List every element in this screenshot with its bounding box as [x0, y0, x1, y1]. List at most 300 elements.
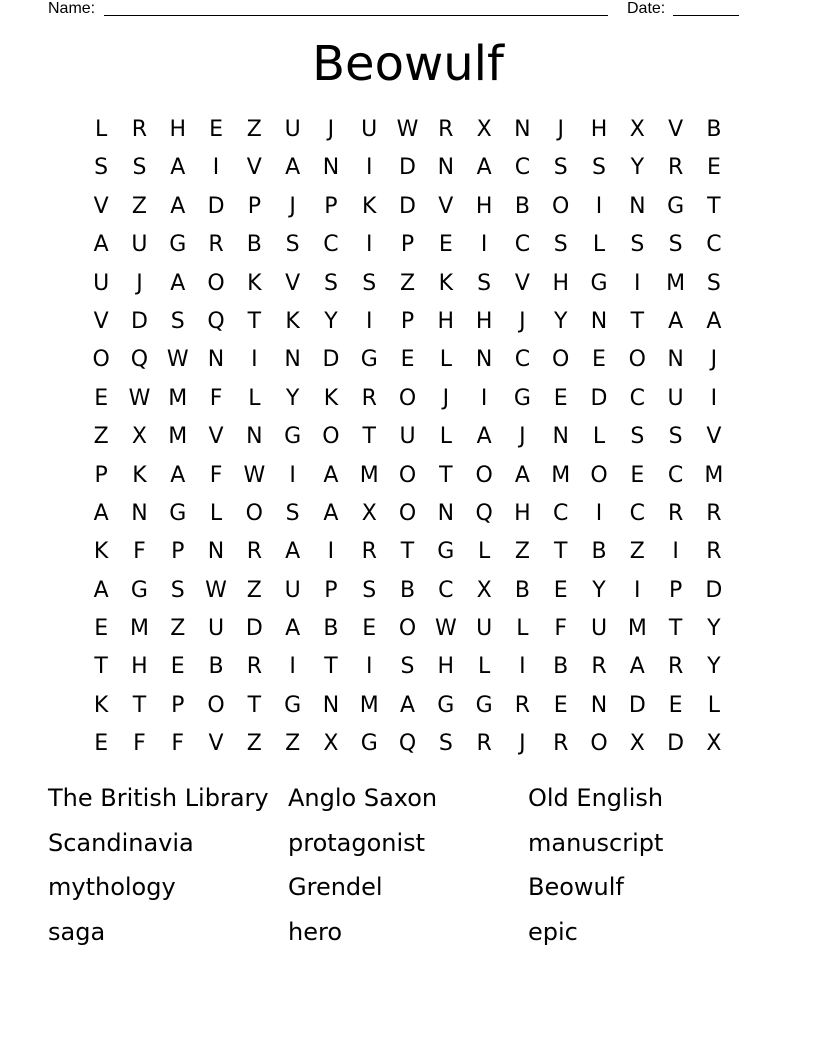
grid-letter[interactable]: C [514, 347, 531, 373]
grid-letter[interactable]: X [323, 731, 339, 757]
grid-letter[interactable]: Y [553, 308, 568, 334]
grid-letter[interactable]: G [667, 193, 685, 219]
grid-letter[interactable]: M [359, 462, 379, 488]
grid-letter[interactable]: Y [592, 577, 606, 603]
grid-letter[interactable]: B [399, 577, 416, 603]
grid-letter[interactable]: X [131, 424, 147, 450]
grid-letter[interactable]: S [592, 155, 606, 181]
name-label: Name: [48, 0, 96, 17]
grid-letter[interactable]: Q [398, 731, 417, 757]
grid-letter[interactable]: L [516, 616, 529, 642]
grid-letter[interactable]: O [92, 347, 110, 373]
grid-letter[interactable]: X [476, 117, 492, 142]
grid-letter[interactable]: K [285, 308, 300, 334]
grid-letter[interactable]: N [284, 347, 301, 373]
grid-letter[interactable]: J [327, 117, 335, 142]
grid-letter[interactable]: C [514, 232, 531, 258]
grid-letter[interactable]: Q [475, 500, 493, 526]
grid-letter[interactable]: D [590, 385, 608, 411]
grid-letter[interactable]: V [93, 193, 109, 219]
grid-letter[interactable]: T [132, 692, 147, 718]
grid-letter[interactable]: V [514, 270, 530, 296]
grid-letter[interactable]: R [706, 500, 722, 526]
grid-letter[interactable]: B [553, 654, 569, 680]
grid-letter[interactable]: O [322, 424, 340, 450]
grid-letter[interactable]: S [170, 577, 185, 603]
grid-letter[interactable]: C [706, 232, 722, 258]
grid-letter[interactable]: R [667, 155, 684, 181]
grid-letter[interactable]: S [323, 270, 338, 296]
word-bank-item: mythology [48, 873, 176, 902]
grid-letter[interactable]: M [551, 462, 571, 488]
grid-letter[interactable]: O [628, 347, 646, 373]
grid-letter[interactable]: R [246, 539, 262, 565]
grid-letter[interactable]: R [476, 731, 492, 757]
grid-letter[interactable]: X [476, 577, 492, 603]
grid-letter[interactable]: A [514, 462, 530, 488]
grid-letter[interactable]: A [93, 577, 109, 603]
grid-letter[interactable]: L [592, 424, 606, 450]
grid-letter[interactable]: P [324, 577, 338, 603]
grid-letter[interactable]: S [630, 424, 645, 450]
grid-letter[interactable]: E [553, 385, 568, 411]
grid-letter[interactable]: I [672, 539, 679, 565]
grid-letter[interactable]: E [209, 117, 223, 142]
grid-letter[interactable]: R [591, 654, 607, 680]
grid-letter[interactable]: W [205, 577, 227, 603]
grid-letter[interactable]: Y [630, 155, 645, 181]
grid-letter[interactable]: A [476, 424, 492, 450]
grid-letter[interactable]: N [590, 308, 608, 334]
grid-letter[interactable]: T [668, 616, 683, 642]
grid-letter[interactable]: B [323, 616, 339, 642]
grid-letter[interactable]: A [170, 155, 186, 181]
grid-letter[interactable]: I [327, 539, 335, 565]
grid-letter[interactable]: C [438, 577, 454, 603]
grid-letter[interactable]: B [514, 193, 530, 219]
grid-letter[interactable]: G [169, 232, 187, 258]
grid-letter[interactable]: J [710, 347, 718, 373]
grid-letter[interactable]: I [595, 193, 603, 219]
grid-letter[interactable]: E [362, 616, 377, 642]
grid-letter[interactable]: A [93, 232, 109, 258]
grid-letter[interactable]: N [514, 117, 531, 142]
grid-letter[interactable]: C [514, 155, 531, 181]
grid-letter[interactable]: I [634, 270, 641, 296]
word-bank-item: Anglo Saxon [288, 784, 438, 812]
grid-letter[interactable]: F [209, 385, 223, 411]
grid-letter[interactable]: U [93, 270, 110, 296]
grid-letter[interactable]: S [400, 654, 415, 680]
grid-letter[interactable]: D [628, 692, 646, 718]
grid-letter[interactable]: L [209, 500, 223, 526]
grid-letter[interactable]: M [168, 385, 188, 411]
grid-letter[interactable]: V [208, 731, 224, 757]
grid-letter[interactable]: I [365, 654, 373, 680]
grid-letter[interactable]: U [667, 385, 684, 411]
grid-letter[interactable]: V [285, 270, 301, 296]
grid-letter[interactable]: E [170, 654, 185, 680]
grid-letter[interactable]: R [706, 539, 722, 565]
grid-letter[interactable]: S [630, 232, 645, 258]
grid-letter[interactable]: D [130, 308, 148, 334]
grid-letter[interactable]: C [667, 462, 684, 488]
grid-letter[interactable]: K [247, 270, 262, 296]
grid-letter[interactable]: K [93, 539, 109, 565]
grid-letter[interactable]: N [475, 347, 493, 373]
grid-letter[interactable]: U [399, 424, 416, 450]
grid-letter[interactable]: T [94, 654, 108, 680]
grid-letter[interactable]: S [668, 424, 683, 450]
grid-letter[interactable]: L [477, 539, 491, 565]
grid-letter[interactable]: A [285, 155, 301, 181]
grid-letter[interactable]: N [437, 500, 455, 526]
grid-letter[interactable]: B [591, 539, 607, 565]
grid-letter[interactable]: V [93, 308, 109, 334]
grid-letter[interactable]: A [323, 462, 339, 488]
grid-letter[interactable]: X [629, 117, 645, 142]
grid-letter[interactable]: A [706, 308, 722, 334]
grid-letter[interactable]: S [285, 232, 300, 258]
grid-letter[interactable]: G [437, 692, 455, 718]
grid-letter[interactable]: O [207, 270, 225, 296]
grid-letter[interactable]: E [592, 347, 606, 373]
grid-letter[interactable]: P [324, 193, 338, 219]
grid-letter[interactable]: T [707, 193, 721, 219]
grid-letter[interactable]: Q [130, 347, 149, 373]
grid-letter[interactable]: A [323, 500, 339, 526]
grid-letter[interactable]: T [324, 654, 338, 680]
word-bank-item: Beowulf [528, 873, 624, 902]
grid-letter[interactable]: R [246, 654, 262, 680]
grid-letter[interactable]: O [475, 462, 493, 488]
word-bank-item: protagonist [288, 828, 426, 857]
grid-letter[interactable]: Z [246, 117, 262, 142]
grid-letter[interactable]: Z [131, 193, 147, 219]
grid-letter[interactable]: P [400, 232, 415, 258]
grid-letter[interactable]: A [668, 308, 684, 334]
grid-letter[interactable]: D [399, 155, 416, 181]
grid-letter[interactable]: K [323, 385, 339, 411]
grid-letter[interactable]: J [557, 117, 564, 142]
grid-letter[interactable]: I [365, 155, 373, 181]
grid-letter[interactable]: X [361, 500, 377, 526]
grid-letter[interactable]: I [480, 232, 488, 258]
grid-letter[interactable]: F [171, 731, 185, 757]
grid-letter[interactable]: J [289, 193, 296, 219]
grid-letter[interactable]: N [131, 500, 148, 526]
grid-letter[interactable]: H [514, 500, 531, 526]
grid-letter[interactable]: F [133, 539, 146, 565]
grid-letter[interactable]: M [129, 616, 149, 642]
grid-letter[interactable]: K [132, 462, 147, 488]
grid-letter[interactable]: H [475, 193, 493, 219]
grid-letter[interactable]: I [480, 385, 488, 411]
grid-letter[interactable]: P [247, 193, 261, 219]
grid-letter[interactable]: U [284, 117, 301, 142]
grid-letter[interactable]: P [400, 308, 415, 334]
grid-letter[interactable]: R [208, 232, 224, 258]
grid-letter[interactable]: I [634, 577, 641, 603]
grid-letter[interactable]: S [477, 270, 492, 296]
grid-letter[interactable]: F [209, 462, 223, 488]
grid-letter[interactable]: G [475, 692, 493, 718]
grid-letter[interactable]: S [94, 155, 109, 181]
grid-letter[interactable]: T [400, 539, 415, 565]
grid-letter[interactable]: L [439, 424, 452, 450]
grid-letter[interactable]: E [438, 232, 453, 258]
grid-letter[interactable]: K [438, 270, 454, 296]
grid-letter[interactable]: Z [246, 731, 262, 757]
grid-letter[interactable]: A [285, 616, 301, 642]
grid-letter[interactable]: S [362, 270, 377, 296]
grid-letter[interactable]: N [322, 692, 340, 718]
grid-letter[interactable]: E [553, 577, 568, 603]
grid-letter[interactable]: U [590, 616, 608, 642]
grid-letter[interactable]: M [704, 462, 724, 488]
grid-letter[interactable]: P [668, 577, 683, 603]
grid-letter[interactable]: A [170, 193, 186, 219]
grid-letter[interactable]: V [668, 117, 684, 142]
grid-letter[interactable]: G [130, 577, 148, 603]
grid-letter[interactable]: A [399, 692, 416, 718]
grid-letter[interactable]: B [706, 117, 722, 142]
grid-letter[interactable]: R [131, 117, 148, 142]
grid-letter[interactable]: T [630, 308, 645, 334]
grid-letter[interactable]: H [552, 270, 569, 296]
grid-letter[interactable]: J [442, 385, 450, 411]
grid-letter[interactable]: K [93, 692, 109, 718]
grid-letter[interactable]: H [590, 117, 608, 142]
grid-letter[interactable]: E [630, 462, 645, 488]
grid-letter[interactable]: G [169, 500, 187, 526]
grid-letter[interactable]: S [553, 155, 568, 181]
grid-letter[interactable]: Y [707, 616, 721, 642]
grid-letter[interactable]: C [629, 500, 645, 526]
grid-letter[interactable]: I [251, 347, 258, 373]
grid-letter[interactable]: W [128, 385, 151, 411]
grid-letter[interactable]: V [246, 155, 262, 181]
grid-letter[interactable]: Y [285, 385, 300, 411]
grid-letter[interactable]: F [133, 731, 146, 757]
grid-letter[interactable]: E [553, 692, 568, 718]
grid-letter[interactable]: N [629, 193, 646, 219]
word-bank-item: epic [528, 918, 578, 947]
grid-letter[interactable]: T [247, 692, 262, 718]
grid-letter[interactable]: N [246, 424, 263, 450]
grid-letter[interactable]: J [519, 731, 526, 757]
grid-letter[interactable]: M [168, 424, 188, 450]
grid-letter[interactable]: E [94, 616, 109, 642]
grid-letter[interactable]: Y [707, 654, 721, 680]
grid-letter[interactable]: Y [324, 308, 338, 334]
grid-letter[interactable]: K [362, 193, 377, 219]
grid-letter[interactable]: V [208, 424, 224, 450]
grid-letter[interactable]: N [667, 347, 684, 373]
grid-letter[interactable]: N [437, 155, 455, 181]
grid-letter[interactable]: U [131, 232, 148, 258]
grid-letter[interactable]: A [476, 155, 492, 181]
word-bank-item: Old English [528, 784, 664, 812]
grid-letter[interactable]: U [284, 577, 301, 603]
grid-letter[interactable]: S [132, 155, 147, 181]
grid-letter[interactable]: D [207, 193, 225, 219]
grid-letter[interactable]: C [323, 232, 339, 258]
grid-letter[interactable]: O [398, 616, 417, 642]
grid-letter[interactable]: G [360, 347, 378, 373]
grid-letter[interactable]: E [668, 692, 683, 718]
date-label: Date: [627, 0, 666, 17]
grid-letter[interactable]: J [136, 270, 143, 296]
grid-letter[interactable]: L [95, 117, 108, 142]
grid-letter[interactable]: Z [514, 539, 530, 565]
grid-letter[interactable]: H [475, 308, 493, 334]
grid-letter[interactable]: Z [399, 270, 416, 296]
grid-letter[interactable]: D [322, 347, 340, 373]
grid-letter[interactable]: G [284, 424, 302, 450]
grid-letter[interactable]: R [438, 117, 454, 142]
grid-letter[interactable]: G [360, 731, 378, 757]
grid-letter[interactable]: B [208, 654, 224, 680]
grid-letter[interactable]: H [437, 308, 455, 334]
grid-letter[interactable]: U [207, 616, 225, 642]
grid-letter[interactable]: V [438, 193, 454, 219]
grid-letter[interactable]: S [668, 232, 683, 258]
grid-letter[interactable]: Z [629, 539, 645, 565]
grid-letter[interactable]: O [398, 462, 417, 488]
grid-letter[interactable]: W [434, 616, 457, 642]
grid-letter[interactable]: I [710, 385, 718, 411]
grid-letter[interactable]: I [365, 308, 373, 334]
grid-letter[interactable]: I [289, 462, 296, 488]
grid-letter[interactable]: N [207, 539, 225, 565]
grid-letter[interactable]: S [438, 731, 453, 757]
grid-letter[interactable]: H [169, 117, 187, 142]
grid-letter[interactable]: I [365, 232, 373, 258]
grid-letter[interactable]: A [93, 500, 109, 526]
grid-letter[interactable]: D [667, 731, 685, 757]
grid-letter[interactable]: T [439, 462, 453, 488]
grid-letter[interactable]: N [207, 347, 225, 373]
grid-letter[interactable]: D [399, 193, 416, 219]
grid-letter[interactable]: O [398, 385, 417, 411]
grid-letter[interactable]: O [590, 731, 608, 757]
grid-letter[interactable]: P [171, 692, 185, 718]
grid-letter[interactable]: N [322, 155, 340, 181]
grid-letter[interactable]: U [476, 616, 493, 642]
grid-letter[interactable]: D [705, 577, 723, 603]
grid-letter[interactable]: Z [93, 424, 109, 450]
grid-letter[interactable]: W [243, 462, 266, 488]
grid-letter[interactable]: Z [170, 616, 186, 642]
grid-letter[interactable]: W [166, 347, 189, 373]
grid-letter[interactable]: Z [246, 577, 262, 603]
grid-letter[interactable]: S [285, 500, 300, 526]
grid-letter[interactable]: X [706, 731, 722, 757]
grid-letter[interactable]: G [284, 692, 302, 718]
grid-letter[interactable]: L [592, 232, 606, 258]
grid-letter[interactable]: D [245, 616, 263, 642]
grid-letter[interactable]: J [519, 424, 526, 450]
grid-letter[interactable]: A [285, 539, 301, 565]
grid-letter[interactable]: M [627, 616, 647, 642]
grid-letter[interactable]: Q [207, 308, 225, 334]
grid-letter[interactable]: R [667, 654, 684, 680]
grid-letter[interactable]: L [707, 692, 721, 718]
grid-letter[interactable]: P [94, 462, 108, 488]
grid-letter[interactable]: A [170, 462, 186, 488]
grid-letter[interactable]: R [514, 692, 531, 718]
grid-letter[interactable]: I [595, 500, 603, 526]
grid-letter[interactable]: R [361, 539, 377, 565]
grid-letter[interactable]: M [666, 270, 686, 296]
grid-letter[interactable]: O [207, 692, 225, 718]
grid-letter[interactable]: T [362, 424, 376, 450]
grid-letter[interactable]: S [553, 232, 568, 258]
grid-letter[interactable]: O [552, 347, 570, 373]
grid-letter[interactable]: A [629, 654, 645, 680]
grid-letter[interactable]: L [477, 654, 491, 680]
grid-letter[interactable]: P [171, 539, 185, 565]
grid-letter[interactable]: E [94, 385, 109, 411]
grid-letter[interactable]: U [361, 117, 378, 142]
grid-letter[interactable]: R [667, 500, 684, 526]
grid-letter[interactable]: L [439, 347, 452, 373]
date-blank-line[interactable] [673, 0, 739, 16]
grid-letter[interactable]: R [361, 385, 377, 411]
grid-letter[interactable]: E [400, 347, 415, 373]
grid-letter[interactable]: O [552, 193, 570, 219]
grid-letter[interactable]: S [362, 577, 377, 603]
grid-letter[interactable]: C [629, 385, 645, 411]
grid-letter[interactable]: O [398, 500, 417, 526]
grid-letter[interactable]: E [94, 731, 109, 757]
grid-letter[interactable]: O [245, 500, 263, 526]
name-blank-line[interactable] [104, 0, 608, 16]
grid-letter[interactable]: H [437, 654, 455, 680]
grid-letter[interactable]: J [519, 308, 526, 334]
grid-letter[interactable]: S [170, 308, 185, 334]
grid-letter[interactable]: G [437, 539, 455, 565]
grid-letter[interactable]: N [590, 692, 608, 718]
grid-letter[interactable]: Z [285, 731, 301, 757]
grid-letter[interactable]: V [706, 424, 722, 450]
grid-letter[interactable]: F [554, 616, 568, 642]
grid-letter[interactable]: E [706, 155, 721, 181]
grid-letter[interactable]: W [396, 117, 419, 142]
grid-letter[interactable]: I [289, 654, 296, 680]
grid-letter[interactable]: T [247, 308, 262, 334]
word-bank-item: manuscript [528, 828, 664, 857]
grid-letter[interactable]: H [131, 654, 148, 680]
grid-letter[interactable]: L [248, 385, 261, 411]
grid-letter[interactable]: G [513, 385, 531, 411]
grid-letter[interactable]: B [246, 232, 262, 258]
grid-letter[interactable]: G [590, 270, 608, 296]
grid-letter[interactable]: I [212, 155, 220, 181]
grid-letter[interactable]: O [590, 462, 608, 488]
grid-letter[interactable]: I [519, 654, 526, 680]
grid-letter[interactable]: A [170, 270, 186, 296]
grid-letter[interactable]: C [553, 500, 569, 526]
grid-letter[interactable]: M [359, 692, 379, 718]
grid-letter[interactable]: N [552, 424, 569, 450]
grid-letter[interactable]: X [629, 731, 645, 757]
grid-letter[interactable]: R [553, 731, 569, 757]
grid-letter[interactable]: B [514, 577, 530, 603]
grid-letter[interactable]: S [706, 270, 721, 296]
grid-letter[interactable]: T [553, 539, 568, 565]
